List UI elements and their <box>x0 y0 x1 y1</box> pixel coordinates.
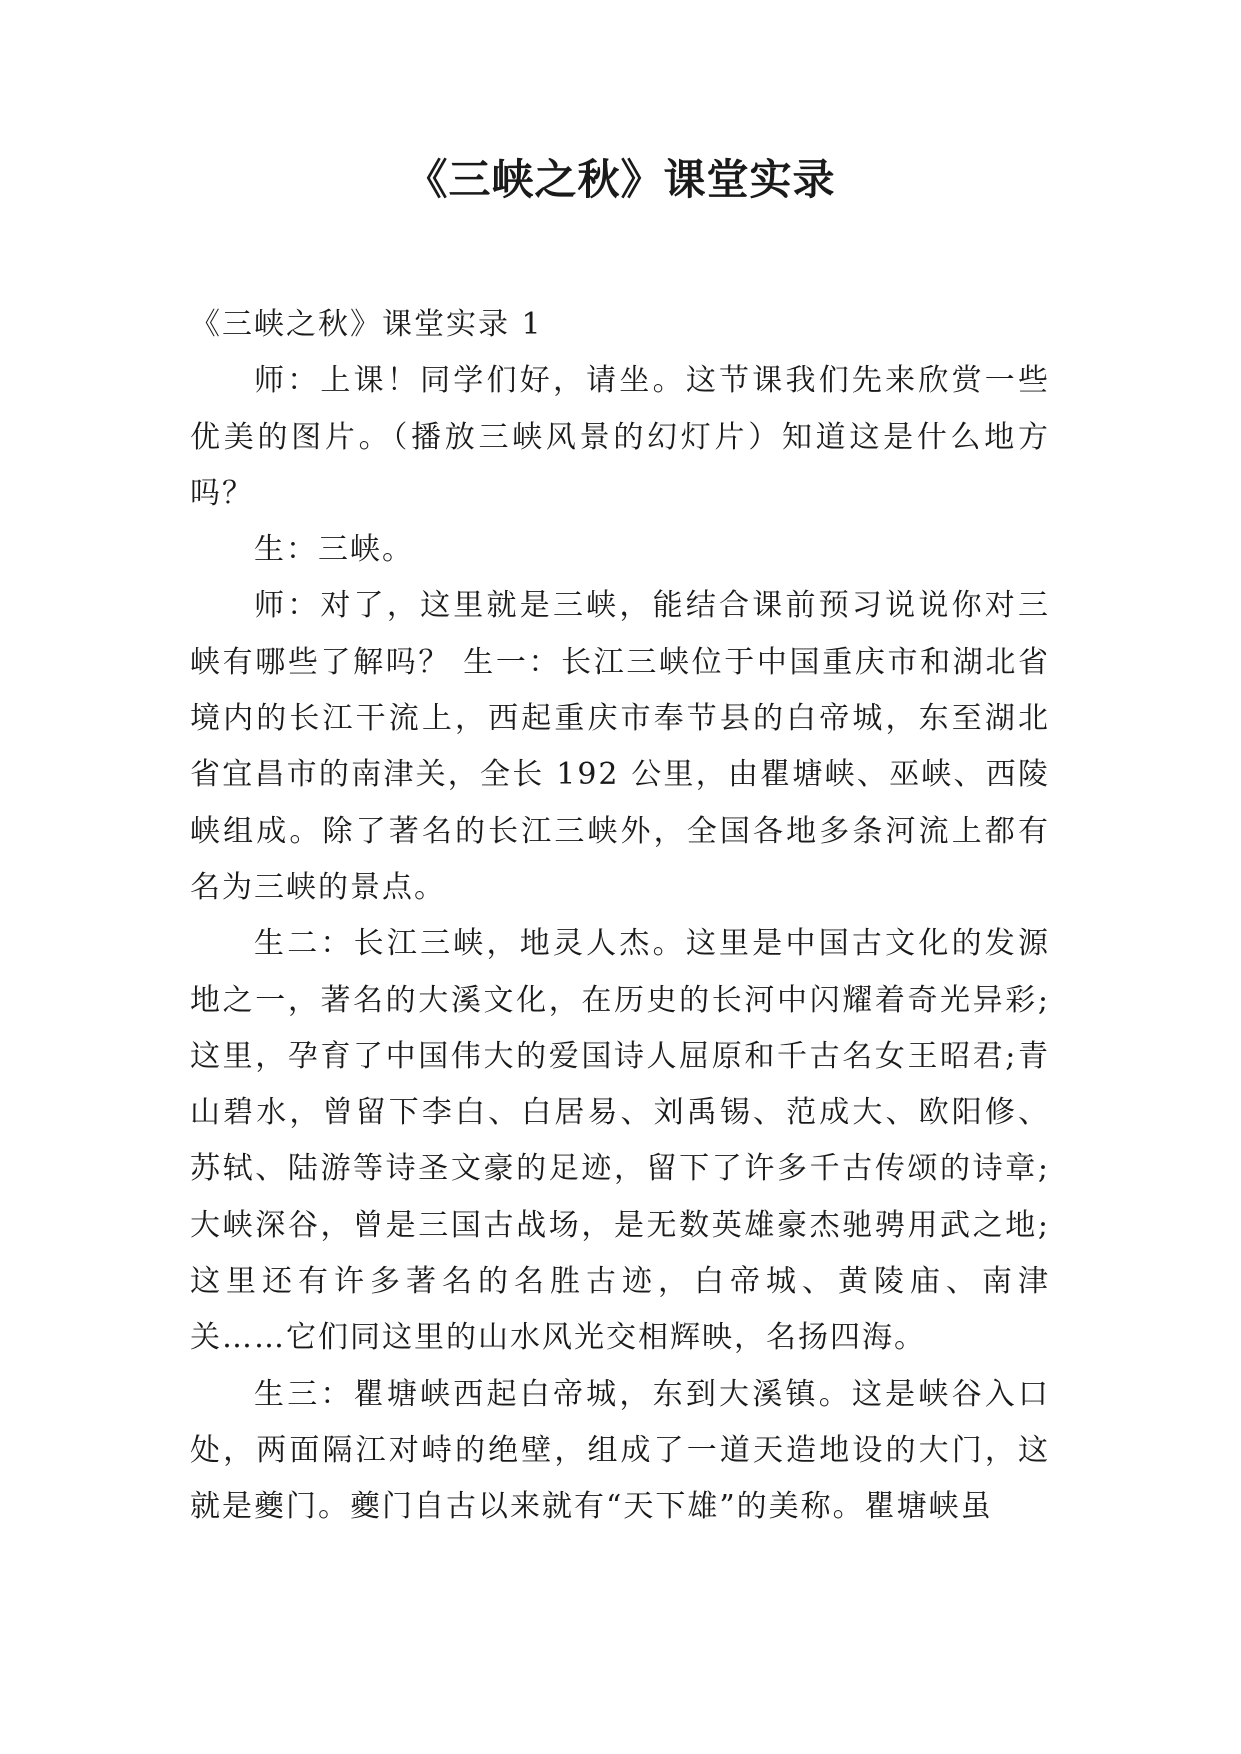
document-body <box>190 297 1050 1536</box>
paragraph-student-three: 生三：瞿塘峡西起白帝城，东到大溪镇。这是峡谷入口处，两面隔江对峙的绝壁，组成了一道天造地设的大门，这就是夔门。夔门自古以来就有“天下雄”的美称。瞿塘峡虽 <box>190 1376 1050 1525</box>
paragraph-student-two: 生二：长江三峡，地灵人杰。这里是中国古文化的发源地之一，著名的大溪文化，在历史的长河中闪耀着奇光异彩;这里，孕育了中国伟大的爱国诗人屈原和千古名女王昭君;青山碧水，曾留下李白、白居易、刘禹锡、范成大、欧阳修、苏轼、陆游等诗圣文豪的足迹，留下了许多千古传颂的诗章;大峡深谷，曾是三国古战场，是无数英雄豪杰驰骋用武之地;这里还有许多著名的名胜古迹，白帝城、黄陵庙、南津关……它们同这里的山水风光交相辉映，名扬四海。 <box>190 926 1050 1356</box>
section-heading: 《三峡之秋》课堂实录 1 <box>190 307 543 342</box>
document-title: 《三峡之秋》课堂实录 <box>405 155 836 204</box>
paragraph-student-answer: 生：三峡。 <box>254 532 414 568</box>
paragraph-teacher-question: 师：对了，这里就是三峡，能结合课前预习说说你对三峡有哪些了解吗？ 生一：长江三峡位于中国重庆市和湖北省境内的长江干流上，西起重庆市奉节县的白帝城，东至湖北省宜昌市的南津关，全长 192 公里，由瞿塘峡、巫峡、西陵峡组成。除了著名的长江三峡外，全国各地多条河流上都有名为三峡的景点。 <box>190 588 1050 905</box>
paragraph-teacher-greeting: 师：上课！同学们好，请坐。这节课我们先来欣赏一些优美的图片。（播放三峡风景的幻灯片）知道这是什么地方吗？ <box>190 363 1050 511</box>
